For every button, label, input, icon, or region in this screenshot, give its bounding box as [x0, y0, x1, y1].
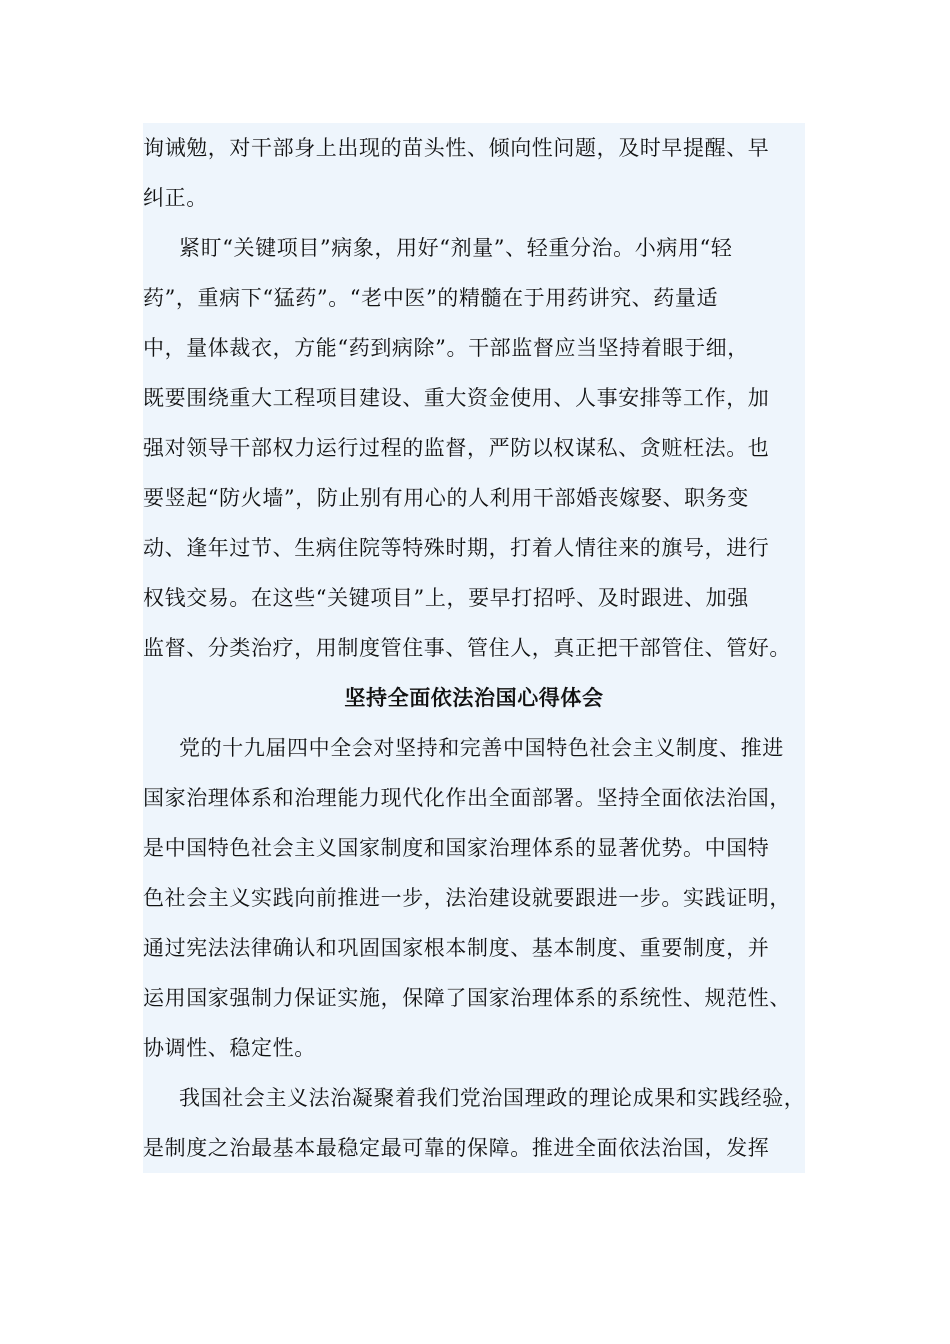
- document-body: [143, 123, 805, 1173]
- paragraph-line: 是制度之治最基本最稳定最可靠的保障。推进全面依法治国，发挥: [143, 1123, 805, 1173]
- paragraph-line: 监督、分类治疗，用制度管住事、管住人，真正把干部管住、管好。: [143, 623, 805, 673]
- paragraph-line: 党的十九届四中全会对坚持和完善中国特色社会主义制度、推进: [143, 723, 805, 773]
- paragraph-line: 中，量体裁衣，方能“药到病除”。干部监督应当坚持着眼于细，: [143, 323, 805, 373]
- paragraph-line: 运用国家强制力保证实施，保障了国家治理体系的系统性、规范性、: [143, 973, 805, 1023]
- paragraph-line: 强对领导干部权力运行过程的监督，严防以权谋私、贪赃枉法。也: [143, 423, 805, 473]
- paragraph-line: 色社会主义实践向前推进一步，法治建设就要跟进一步。实践证明，: [143, 873, 805, 923]
- section-heading: 坚持全面依法治国心得体会: [143, 673, 805, 723]
- paragraph-line: 紧盯“关键项目”病象，用好“剂量”、轻重分治。小病用“轻: [143, 223, 805, 273]
- paragraph-line: 纠正。: [143, 173, 805, 223]
- paragraph-line: 药”，重病下“猛药”。“老中医”的精髓在于用药讲究、药量适: [143, 273, 805, 323]
- paragraph-line: 我国社会主义法治凝聚着我们党治国理政的理论成果和实践经验，: [143, 1073, 805, 1123]
- paragraph-line: 权钱交易。在这些“关键项目”上，要早打招呼、及时跟进、加强: [143, 573, 805, 623]
- paragraph-line: 要竖起“防火墙”，防止别有用心的人利用干部婚丧嫁娶、职务变: [143, 473, 805, 523]
- paragraph-line: 既要围绕重大工程项目建设、重大资金使用、人事安排等工作，加: [143, 373, 805, 423]
- paragraph-line: 是中国特色社会主义国家制度和国家治理体系的显著优势。中国特: [143, 823, 805, 873]
- paragraph-line: 通过宪法法律确认和巩固国家根本制度、基本制度、重要制度，并: [143, 923, 805, 973]
- paragraph-line: 询诫勉，对干部身上出现的苗头性、倾向性问题，及时早提醒、早: [143, 123, 805, 173]
- paragraph-line: 动、逢年过节、生病住院等特殊时期，打着人情往来的旗号，进行: [143, 523, 805, 573]
- paragraph-line: 协调性、稳定性。: [143, 1023, 805, 1073]
- paragraph-line: 国家治理体系和治理能力现代化作出全面部署。坚持全面依法治国，: [143, 773, 805, 823]
